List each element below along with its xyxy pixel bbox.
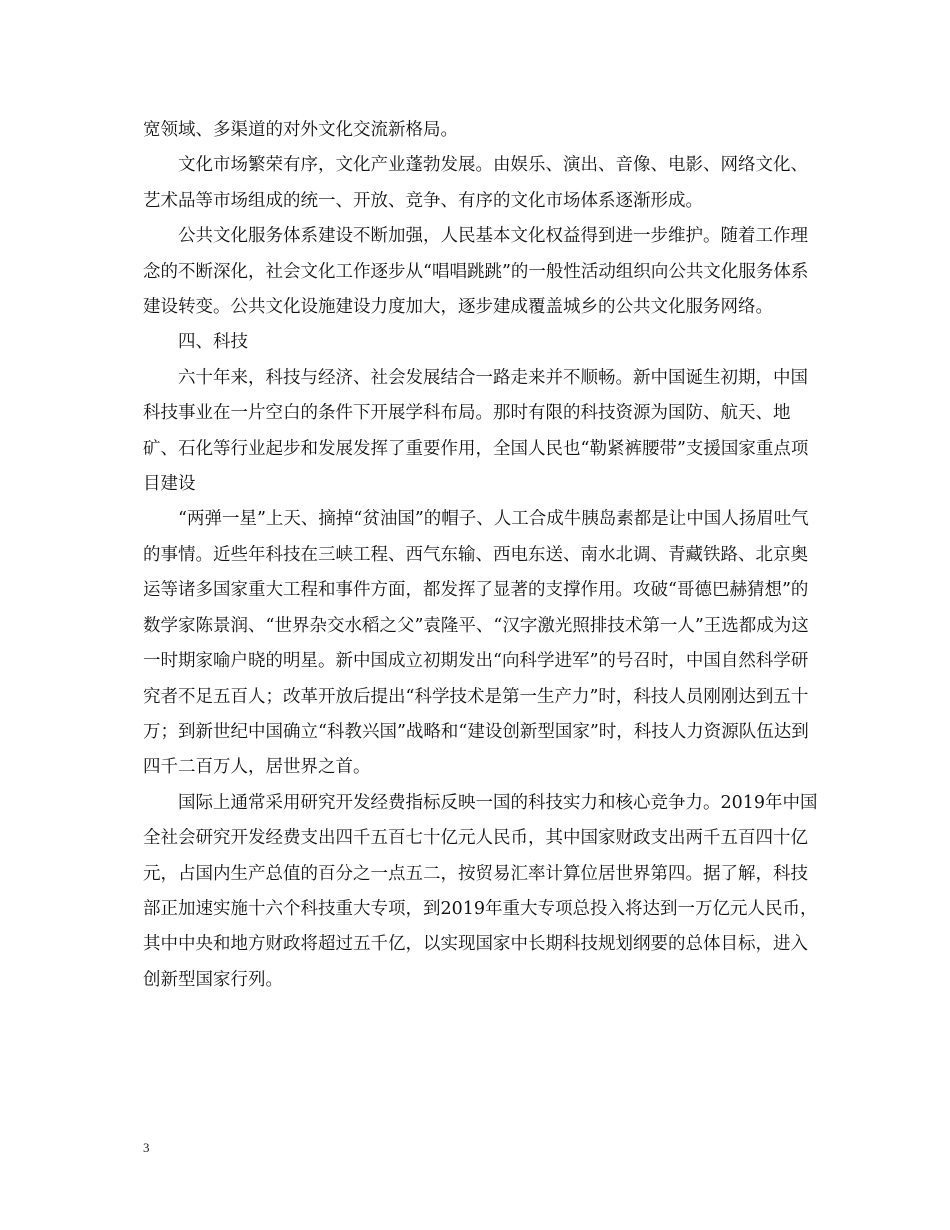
paragraph-cultural-exchange-end: 宽领域、多渠道的对外文化交流新格局。 [143,120,458,140]
paragraph-public-culture-service: 公共文化服务体系建设不断加强，人民基本文化权益得到进一步维护。随着工作理念的不断深化，社会文化工作逐步从“唱唱跳跳”的一般性活动组织向公共文化服务体系建设转变。公共文化设施建设力度加大，逐步建成覆盖城乡的公共文化服务网络。 [143,226,809,318]
paragraph-rd-funding: 国际上通常采用研究开发经费指标反映一国的科技实力和核心竞争力。2019年中国全社会研究开发经费支出四千五百七十亿元人民币，其中国家财政支出两千五百四十亿元，占国内生产总值的百分之一点五二，按贸易汇率计算位居世界第四。据了解，科技部正加速实施十六个科技重大专项，到2019年重大专项总投入将达到一万亿元人民币，其中中央和地方财政将超过五千亿，以实现国家中长期科技规划纲要的总体目标，进入创新型国家行列。 [143,792,818,990]
paragraph-technology-achievements: “两弹一星”上天、摘掉“贫油国”的帽子、人工合成牛胰岛素都是让中国人扬眉吐气的事情。近些年科技在三峡工程、西气东输、西电东送、南水北调、青藏铁路、北京奥运等诸多国家重大工程和事件方面，都发挥了显著的支撑作用。攻破“哥德巴赫猜想”的数学家陈景润、“世界杂交水稻之父”袁隆平、“汉字激光照排技术第一人”王选都成为这一时期家喻户晓的明星。新中国成立初期发出“向科学进军”的号召时，中国自然科学研究者不足五百人；改革开放后提出“科学技术是第一生产力”时，科技人员刚刚达到五十万；到新世纪中国确立“科教兴国”战略和“建设创新型国家”时，科技人力资源队伍达到四千二百万人，居世界之首。 [143,509,809,778]
page-number: 3 [143,1140,150,1155]
paragraph-cultural-market: 文化市场繁荣有序，文化产业蓬勃发展。由娱乐、演出、音像、电影、网络文化、艺术品等市场组成的统一、开放、竞争、有序的文化市场体系逐渐形成。 [143,155,808,211]
paragraph-technology-history: 六十年来，科技与经济、社会发展结合一路走来并不顺畅。新中国诞生初期，中国科技事业在一片空白的条件下开展学科布局。那时有限的科技资源为国防、航天、地矿、石化等行业起步和发展发挥了重要作用，全国人民也“勒紧裤腰带”支援国家重点项目建设 [143,367,809,495]
section-heading-technology: 四、科技 [178,332,248,353]
document-body [143,113,823,998]
